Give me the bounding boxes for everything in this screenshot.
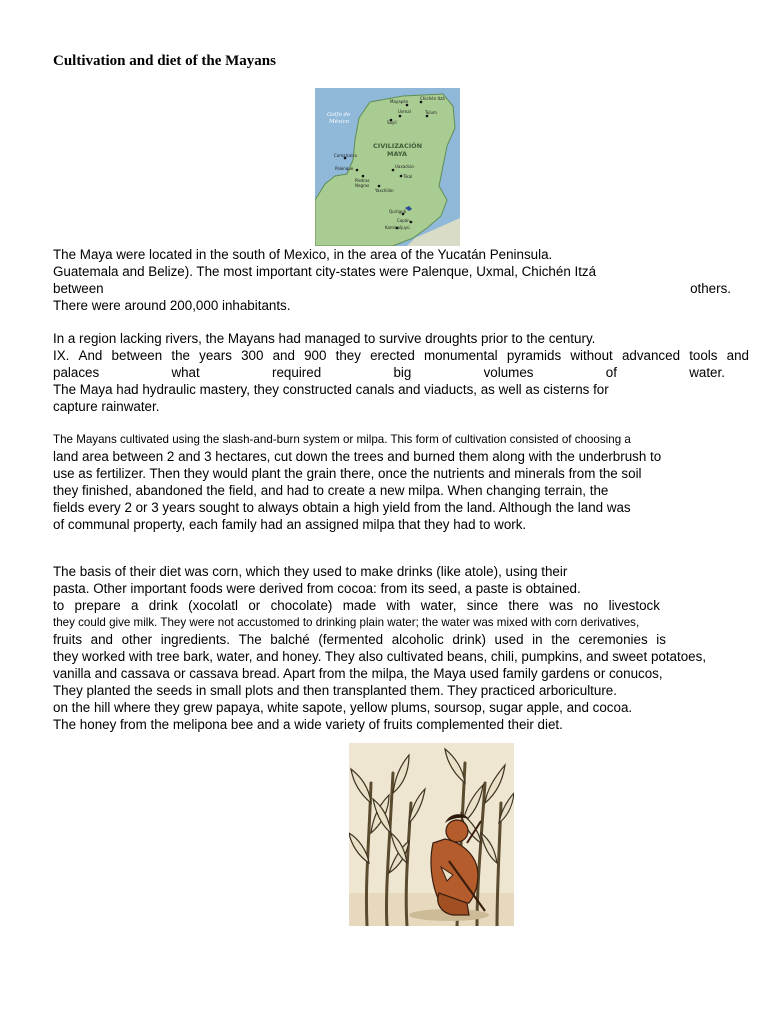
p4-line-10: The honey from the melipona bee and a wide variety of fruits complemented their diet. <box>53 717 563 732</box>
p4-word: drink) <box>452 632 486 647</box>
p4-word: since <box>466 598 499 613</box>
p4-word: livestock <box>608 598 660 613</box>
p2-line-1: In a region lacking rivers, the Mayans had managed to survive droughts prior to the century. <box>53 331 596 346</box>
p4-word: in <box>532 632 543 647</box>
p4-line-7: vanilla and cassava or cassava bread. Apart from the milpa, the Maya used family gardens or conucos, <box>53 666 663 681</box>
p2-word: years <box>199 348 232 363</box>
svg-text:Quiriguá: Quiriguá <box>389 209 407 214</box>
p2-word: without <box>570 348 613 363</box>
p4-word: was <box>549 598 574 613</box>
svg-text:Uxmal: Uxmal <box>398 109 411 114</box>
svg-text:Tikal: Tikal <box>403 174 413 179</box>
p1-line-3 <box>53 280 731 297</box>
p4-line-3 <box>53 597 660 614</box>
p2-word: required <box>272 365 322 380</box>
p2-word: the <box>171 348 190 363</box>
p2-word: between <box>111 348 163 363</box>
svg-text:Negras: Negras <box>355 183 370 188</box>
p1-line-2: Guatemala and Belize). The most important city-states were Palenque, Uxmal, Chichén Itzá <box>53 264 597 279</box>
p2-word: erected <box>370 348 415 363</box>
svg-text:Kaminaljuyú: Kaminaljuyú <box>385 225 410 230</box>
p4-word: water, <box>420 598 457 613</box>
maya-farmer-illustration <box>349 743 514 926</box>
p3-line-3: use as fertilizer. Then they would plant the grain there, once the nutrients and minerals from the soil <box>53 466 642 481</box>
p4-word: ceremonies <box>578 632 648 647</box>
p4-line-8: They planted the seeds in small plots and then transplanted them. They practiced arboriculture. <box>53 683 617 698</box>
svg-text:Palenque: Palenque <box>335 166 354 171</box>
svg-text:CIVILIZACIÓN: CIVILIZACIÓN <box>373 142 423 150</box>
p2-word: what <box>171 365 200 380</box>
p4-word: the <box>551 632 570 647</box>
svg-text:MAYA: MAYA <box>387 150 407 158</box>
svg-text:Chichén Itzá: Chichén Itzá <box>420 96 445 101</box>
farmer-planting-corn-graphic <box>349 743 514 926</box>
p4-line-2: pasta. Other important foods were derived from cocoa: from its seed, a paste is obtained. <box>53 581 581 596</box>
p1-line-4: There were around 200,000 inhabitants. <box>53 298 291 313</box>
p4-word: chocolate) <box>270 598 333 613</box>
p4-word: drink <box>148 598 178 613</box>
p2-word: and <box>272 348 295 363</box>
p2-word: monumental <box>423 348 498 363</box>
p4-word: with <box>386 598 411 613</box>
svg-text:Uaxactún: Uaxactún <box>395 164 415 169</box>
p2-word: palaces <box>53 365 100 380</box>
p4-word: alcoholic <box>391 632 444 647</box>
p4-word: to <box>53 598 65 613</box>
p3-line-2: land area between 2 and 3 hectares, cut down the trees and burned them along with the underbrush to <box>53 449 662 464</box>
p2-word: water. <box>689 365 725 380</box>
p4-word: used <box>494 632 524 647</box>
svg-text:Tulum: Tulum <box>425 110 437 115</box>
p2-word: they <box>335 348 361 363</box>
p4-line-9: on the hill where they grew papaya, white sapote, yellow plums, soursop, sugar apple, and cocoa. <box>53 700 633 715</box>
svg-text:Golfo de: Golfo de <box>327 112 351 118</box>
p3-line-4: they finished, abandoned the field, and had to create a new milpa. When changing terrain, the <box>53 483 609 498</box>
document-title: Cultivation and diet of the Mayans <box>53 53 276 69</box>
p2-word: tools <box>689 348 718 363</box>
p4-word: balché <box>270 632 310 647</box>
p4-line-4: they could give milk. They were not accustomed to drinking plain water; the water was mixed with corn derivatives, <box>53 616 640 629</box>
svg-text:México: México <box>329 119 350 125</box>
p4-word: made <box>342 598 377 613</box>
p2-word: and <box>726 348 749 363</box>
p2-word: advanced <box>621 348 681 363</box>
svg-text:Copán: Copán <box>397 218 410 223</box>
p1-word: between <box>53 281 104 296</box>
maya-map-image <box>315 88 460 246</box>
p4-word: a <box>130 598 139 613</box>
p4-word: or <box>248 598 261 613</box>
p4-line-1: The basis of their diet was corn, which they used to make drinks (like atole), using their <box>53 564 568 579</box>
p4-word: there <box>508 598 539 613</box>
p2-word: big <box>393 365 412 380</box>
p4-word: The <box>238 632 262 647</box>
p4-word: ingredients. <box>160 632 230 647</box>
p2-word: volumes <box>483 365 534 380</box>
p2-word: And <box>78 348 103 363</box>
p2-word: IX. <box>53 348 70 363</box>
p4-word: other <box>121 632 153 647</box>
p4-word: and <box>90 632 113 647</box>
p4-word: no <box>583 598 599 613</box>
p4-word: is <box>656 632 666 647</box>
p4-word: fruits <box>53 632 83 647</box>
p4-word: (xocolatl <box>188 598 238 613</box>
p4-word: (fermented <box>318 632 384 647</box>
p4-word: prepare <box>74 598 121 613</box>
p2-word: 300 <box>241 348 264 363</box>
p2-line-4: The Maya had hydraulic mastery, they constructed canals and viaducts, as well as cisterns for <box>53 382 609 397</box>
p2-word: 900 <box>304 348 327 363</box>
p2-word: pyramids <box>506 348 562 363</box>
p3-line-5: fields every 2 or 3 years sought to always obtain a high yield from the land. Although the land was <box>53 500 631 515</box>
maya-map-graphic <box>315 88 460 246</box>
svg-text:Yaxchilán: Yaxchilán <box>375 188 394 193</box>
svg-text:Comalcalco: Comalcalco <box>334 153 358 158</box>
p3-line-1: The Mayans cultivated using the slash-and-burn system or milpa. This form of cultivation consisted of choosing a <box>53 433 631 446</box>
p2-line-3 <box>53 364 725 381</box>
p2-word: of <box>605 365 617 380</box>
p2-line-5: capture rainwater. <box>53 399 160 414</box>
p1-word: others. <box>690 281 731 296</box>
p3-line-6: of communal property, each family had an assigned milpa that they had to work. <box>53 517 527 532</box>
p4-line-5 <box>53 631 666 648</box>
p2-line-2 <box>53 347 749 364</box>
p4-line-6: they worked with tree bark, water, and honey. They also cultivated beans, chili, pumpkins, and sweet potatoes, <box>53 649 707 664</box>
p1-line-1: The Maya were located in the south of Mexico, in the area of the Yucatán Peninsula. <box>53 247 553 262</box>
svg-text:Piedras: Piedras <box>355 178 370 183</box>
svg-text:Mayapán: Mayapán <box>390 99 409 104</box>
svg-text:Sayil: Sayil <box>387 120 397 125</box>
